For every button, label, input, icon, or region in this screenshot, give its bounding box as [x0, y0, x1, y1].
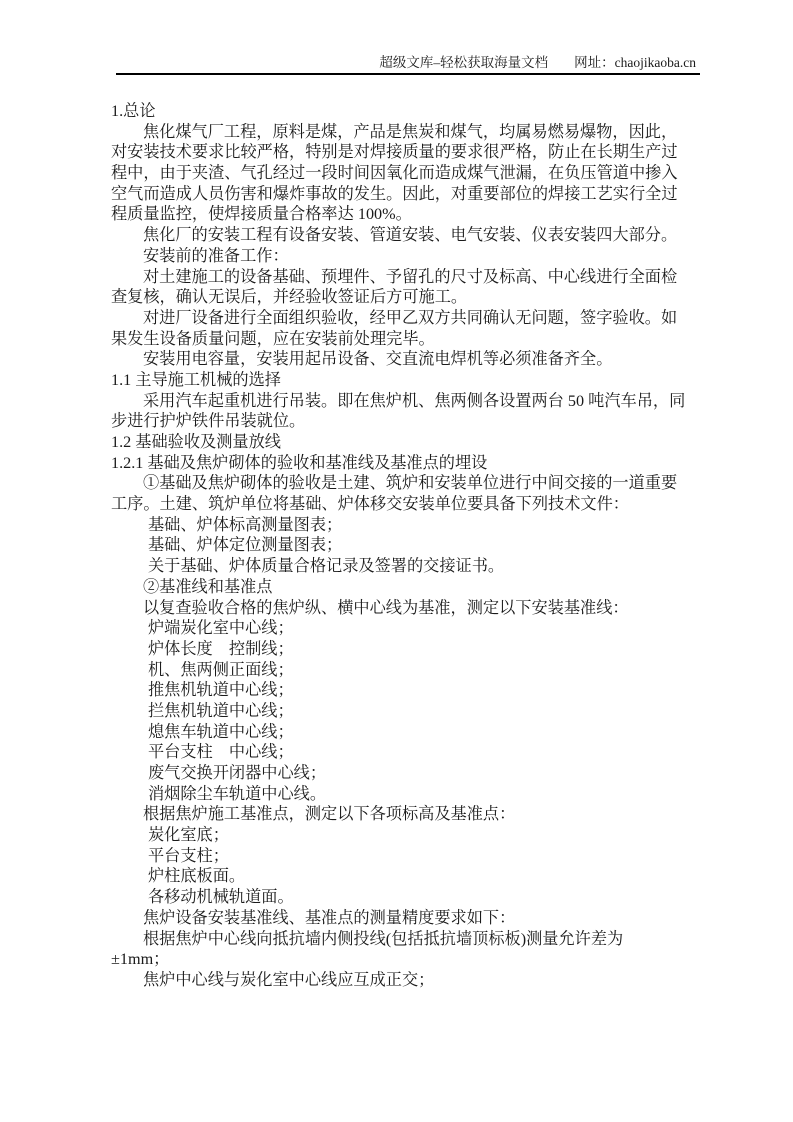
- text-line: 焦化煤气厂工程，原料是煤，产品是焦炭和煤气，均属易燃易爆物，因此，: [143, 122, 678, 141]
- text-line: 机、焦两侧正面线；: [148, 660, 294, 679]
- text-line: 空气而造成人员伤害和爆炸事故的发生。因此，对重要部位的焊接工艺实行全过: [111, 184, 678, 203]
- text-line: 安装前的准备工作：: [143, 246, 289, 265]
- text-line: 程质量监控，使焊接质量合格率达 100%。: [111, 205, 412, 224]
- text-line: 对进厂设备进行全面组织验收，经甲乙双方共同确认无问题，签字验收。如: [143, 308, 678, 327]
- header-url-label: 网址：: [574, 55, 615, 70]
- text-line: 查复核，确认无误后，并经验收签证后方可施工。: [111, 288, 468, 307]
- text-line: 根据焦炉施工基准点，测定以下各项标高及基准点：: [143, 805, 516, 824]
- text-line: 以复查验收合格的焦炉纵、横中心线为基准，测定以下安装基准线：: [143, 598, 629, 617]
- header-divider-rule: [116, 73, 700, 75]
- text-line: 炉体长度 控制线；: [148, 639, 294, 658]
- text-line: ①基础及焦炉砌体的验收是土建、筑炉和安装单位进行中间交接的一道重要: [143, 474, 678, 493]
- text-line: 基础、炉体标高测量图表；: [148, 515, 343, 534]
- section-heading: 1.总论: [111, 102, 156, 120]
- header-url: chaojikaoba.cn: [614, 55, 696, 70]
- text-line: 工序。土建、筑炉单位将基础、炉体移交安装单位要具备下列技术文件：: [111, 495, 629, 514]
- text-line: 步进行护炉铁件吊装就位。: [111, 412, 306, 431]
- document-body: [111, 101, 687, 991]
- text-line: 消烟除尘车轨道中心线。: [148, 784, 327, 803]
- page-header: [113, 54, 696, 71]
- text-line: 采用汽车起重机进行吊装。即在焦炉机、焦两侧各设置两台 50 吨汽车吊，同: [143, 391, 686, 410]
- text-line: 推焦机轨道中心线；: [148, 681, 294, 700]
- text-line: 关于基础、炉体质量合格记录及签署的交接证书。: [148, 557, 505, 576]
- text-line: 果发生设备质量问题，应在安装前处理完毕。: [111, 329, 435, 348]
- text-line: 焦炉中心线与炭化室中心线应互成正交；: [143, 970, 435, 989]
- text-line: 平台支柱 中心线；: [148, 743, 294, 762]
- section-heading: 1.1 主导施工机械的选择: [111, 370, 281, 389]
- text-line: 废气交换开闭器中心线；: [148, 764, 327, 782]
- text-line: 各移动机械轨道面。: [148, 888, 294, 907]
- text-line: 对安装技术要求比较严格，特别是对焊接质量的要求很严格，防止在长期生产过: [111, 143, 678, 162]
- text-line: 炉端炭化室中心线；: [148, 619, 294, 638]
- text-line: ②基准线和基准点: [143, 577, 273, 596]
- text-line: 对土建施工的设备基础、预埋件、予留孔的尺寸及标高、中心线进行全面检: [143, 267, 678, 286]
- text-line: 安装用电容量，安装用起吊设备、交直流电焊机等必须准备齐全。: [143, 350, 613, 369]
- text-line: 炭化室底；: [148, 826, 229, 845]
- text-line: 焦化厂的安装工程有设备安装、管道安装、电气安装、仪表安装四大部分。: [143, 226, 678, 245]
- text-line: 程中，由于夹渣、气孔经过一段时间因氧化而造成煤气泄漏，在负压管道中掺入: [111, 164, 678, 183]
- text-line: 炉柱底板面。: [148, 867, 246, 886]
- header-site-name: 超级文库–轻松获取海量文档: [379, 55, 549, 70]
- text-line: 根据焦炉中心线向抵抗墙内侧投线(包括抵抗墙顶标板)测量允许差为: [143, 929, 624, 948]
- text-line: 拦焦机轨道中心线；: [148, 701, 294, 720]
- header-url-group: [574, 55, 696, 70]
- section-heading: 1.2 基础验收及测量放线: [111, 433, 281, 451]
- text-line: ±1mm；: [111, 950, 170, 969]
- text-line: 平台支柱；: [148, 846, 229, 865]
- text-line: 熄焦车轨道中心线；: [148, 722, 294, 741]
- section-heading: 1.2.1 基础及焦炉砌体的验收和基准线及基准点的埋设: [111, 453, 488, 472]
- text-line: 焦炉设备安装基准线、基准点的测量精度要求如下：: [143, 908, 516, 927]
- text-line: 基础、炉体定位测量图表；: [148, 536, 343, 555]
